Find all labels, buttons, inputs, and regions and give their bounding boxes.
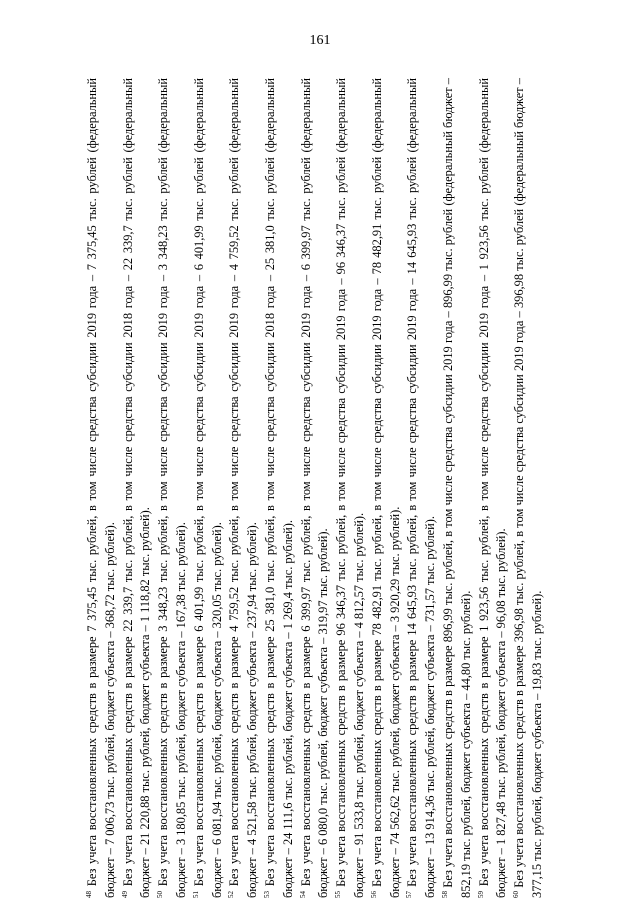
footnote-text: Без учета восстановленных средств в размере 3 348,23 тыс. рублей, в том числе средства субсидии 2019 года – 3 348,23 тыс. рублей (федеральный бюджет – 3 180,85 тыс. рублей, бюджет субъекта – 167,38 тыс. рублей). bbox=[156, 78, 188, 898]
footnote bbox=[84, 78, 120, 898]
footnote bbox=[369, 78, 405, 898]
footnote-number: 51 bbox=[191, 891, 200, 898]
footnote-number: 49 bbox=[120, 891, 129, 898]
footnote-text: Без учета восстановленных средств в размере 396,98 тыс. рублей, в том числе средства субсидии 2019 года – 396,98 тыс. рублей (федеральный бюджет – 377,15 тыс. рублей, бюджет субъекта – 19,83 тыс. рублей). bbox=[512, 78, 544, 898]
footnote-text: Без учета восстановленных средств в размере 96 346,37 тыс. рублей, в том числе средства субсидии 2019 года – 96 346,37 тыс. рублей (федеральный бюджет – 91 533,8 тыс. рублей, бюджет субъекта – 4 812,57 тыс. рублей). bbox=[334, 78, 366, 898]
footnote bbox=[298, 78, 334, 898]
footnote-text: Без учета восстановленных средств в размере 896,99 тыс. рублей, в том числе средства субсидии 2019 года – 896,99 тыс. рублей (федеральный бюджет – 852,19 тыс. рублей, бюджет субъекта – 44,80 тыс. рублей). bbox=[440, 78, 473, 898]
footnote bbox=[191, 78, 227, 898]
page-number: 161 bbox=[309, 33, 331, 48]
footnote-text: Без учета восстановленных средств в размере 22 339,7 тыс. рублей, в том числе средства субсидии 2018 года – 22 339,7 тыс. рублей (федеральный бюджет – 21 220,88 тыс. рублей, бюджет субъекта – 1 118,82 тыс. рублей). bbox=[120, 78, 153, 898]
footnote-text: Без учета восстановленных средств в размере 6 401,99 тыс. рублей, в том числе средства субсидии 2019 года – 6 401,99 тыс. рублей (федеральный бюджет – 6 081,94 тыс. рублей, бюджет субъекта – 320,05 тыс. рублей). bbox=[191, 78, 224, 898]
footnote bbox=[226, 78, 262, 898]
footnote-number: 52 bbox=[227, 891, 236, 898]
footnote-text: Без учета восстановленных средств в размере 7 375,45 тыс. рублей, в том числе средства субсидии 2019 года – 7 375,45 тыс. рублей (федеральный бюджет – 7 006,73 тыс. рублей, бюджет субъекта – 368,72 тыс. рублей). bbox=[85, 78, 117, 898]
footnote-text: Без учета восстановленных средств в размере 4 759,52 тыс. рублей, в том числе средства субсидии 2019 года – 4 759,52 тыс. рублей (федеральный бюджет – 4 521,58 тыс. рублей, бюджет субъекта – 237,94 тыс. рублей). bbox=[227, 78, 260, 898]
footnote-text: Без учета восстановленных средств в размере 78 482,91 тыс. рублей, в том числе средства субсидии 2019 года – 78 482,91 тыс. рублей (федеральный бюджет – 74 562,62 тыс. рублей, бюджет субъекта – 3 920,29 тыс. рублей). bbox=[369, 78, 402, 898]
footnote-number: 50 bbox=[156, 891, 165, 898]
footnote-text: Без учета восстановленных средств в размере 25 381,0 тыс. рублей, в том числе средства субсидии 2018 года – 25 381,0 тыс. рублей (федеральный бюджет – 24 111,6 тыс. рублей, бюджет субъекта – 1 269,4 тыс. рублей). bbox=[262, 78, 295, 898]
footnote-number: 54 bbox=[298, 891, 307, 898]
footnote bbox=[404, 78, 440, 898]
footnote bbox=[262, 78, 298, 898]
footnote-number: 57 bbox=[405, 891, 414, 898]
footnote-number: 58 bbox=[440, 891, 449, 898]
footnote bbox=[476, 78, 512, 898]
footnotes-block bbox=[84, 78, 604, 898]
footnote-number: 56 bbox=[369, 891, 378, 898]
footnote-number: 60 bbox=[512, 891, 521, 898]
footnote bbox=[333, 78, 369, 898]
footnote-number: 59 bbox=[476, 891, 485, 898]
footnote bbox=[155, 78, 191, 898]
footnote-text: Без учета восстановленных средств в размере 1 923,56 тыс. рублей, в том числе средства субсидии 2019 года – 1 923,56 тыс. рублей (федеральный бюджет – 1 827,48 тыс. рублей, бюджет субъекта – 96,08 тыс. рублей). bbox=[476, 78, 509, 898]
footnote-number: 48 bbox=[85, 891, 93, 898]
footnote bbox=[440, 78, 476, 898]
footnote-text: Без учета восстановленных средств в размере 6 399,97 тыс. рублей, в том числе средства субсидии 2019 года – 6 399,97 тыс. рублей (федеральный бюджет – 6 080,0 тыс. рублей, бюджет субъекта – 319,97 тыс. рублей). bbox=[298, 78, 331, 898]
footnote bbox=[120, 78, 156, 898]
footnote bbox=[511, 78, 547, 898]
footnote-number: 55 bbox=[334, 891, 343, 898]
footnote-number: 53 bbox=[262, 891, 271, 898]
footnote-text: Без учета восстановленных средств в размере 14 645,93 тыс. рублей, в том числе средства субсидии 2019 года – 14 645,93 тыс. рублей (федеральный бюджет – 13 914,36 тыс. рублей, бюджет субъекта – 731,57 тыс. рублей). bbox=[405, 78, 438, 898]
